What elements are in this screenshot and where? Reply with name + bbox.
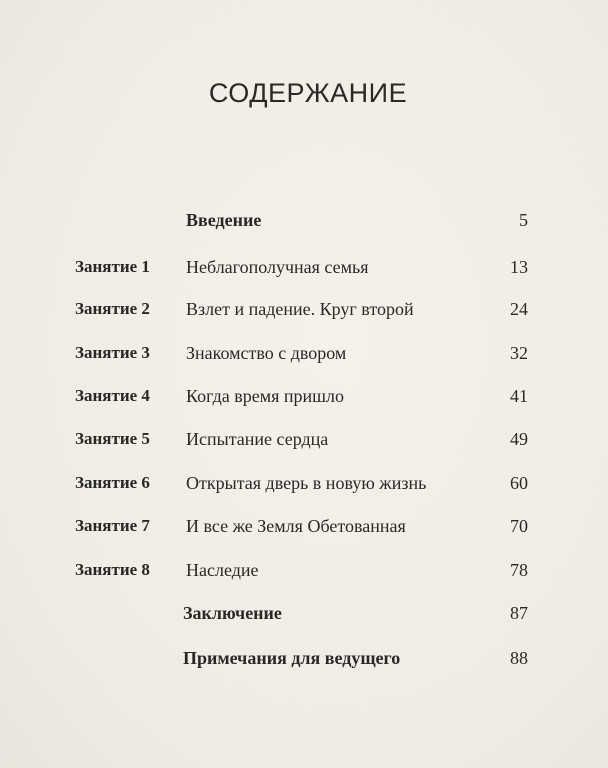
toc-entry-title: Взлет и падение. Круг второй	[186, 299, 414, 319]
toc-entry-page: 32	[510, 343, 528, 363]
toc-entry-title: Испытание сердца	[186, 429, 329, 449]
toc-entry-lesson-label: Занятие 4	[75, 386, 150, 405]
toc-entry-lesson-7	[0, 516, 608, 546]
toc-entry-title: Неблагополучная семья	[186, 257, 369, 277]
toc-entry-lesson-3	[0, 343, 608, 373]
toc-entry-lesson-label: Занятие 3	[75, 343, 150, 362]
toc-entry-title: Когда время пришло	[186, 386, 345, 406]
toc-entry-lesson-label: Занятие 6	[75, 473, 150, 492]
toc-entry-page: 60	[510, 473, 528, 493]
toc-entry-lesson-label: Занятие 8	[75, 560, 150, 579]
toc-entry-title: Введение	[186, 210, 262, 230]
toc-entry-lesson-1	[0, 257, 608, 287]
toc-entry-page: 13	[510, 257, 528, 277]
toc-entry-lesson-label: Занятие 7	[75, 516, 150, 535]
toc-entry-title: Наследие	[186, 560, 259, 580]
toc-entry-page: 78	[510, 560, 528, 580]
toc-entry-page: 88	[510, 648, 528, 668]
toc-entry-lesson-label: Занятие 2	[75, 299, 150, 318]
toc-entry-lesson-6	[0, 473, 608, 503]
page-title: СОДЕРЖАНИЕ	[208, 78, 408, 108]
toc-entry-title: Заключение	[183, 603, 282, 623]
toc-entry-page: 41	[510, 386, 528, 406]
toc-entry-lesson-label: Занятие 1	[75, 257, 150, 276]
toc-entry-page: 87	[510, 603, 528, 623]
toc-entry-title: Примечания для ведущего	[183, 648, 401, 668]
toc-entry-title: И все же Земля Обетованная	[186, 516, 406, 536]
toc-entry-lesson-label: Занятие 5	[75, 429, 150, 448]
toc-entry-page: 5	[519, 210, 528, 230]
toc-entry-lesson-5	[0, 429, 608, 459]
toc-entry-lesson-4	[0, 386, 608, 416]
toc-entry-lesson-8	[0, 560, 608, 590]
toc-entry-title: Знакомство с двором	[186, 343, 347, 363]
toc-entry-page: 49	[510, 429, 528, 449]
toc-entry-introduction	[0, 210, 608, 240]
toc-entry-lesson-2	[0, 299, 608, 329]
toc-entry-page: 70	[510, 516, 528, 536]
toc-entry-conclusion	[0, 603, 608, 633]
toc-entry-leader-notes	[0, 648, 608, 678]
toc-entry-page: 24	[510, 299, 528, 319]
toc-entry-title: Открытая дверь в новую жизнь	[186, 473, 427, 493]
